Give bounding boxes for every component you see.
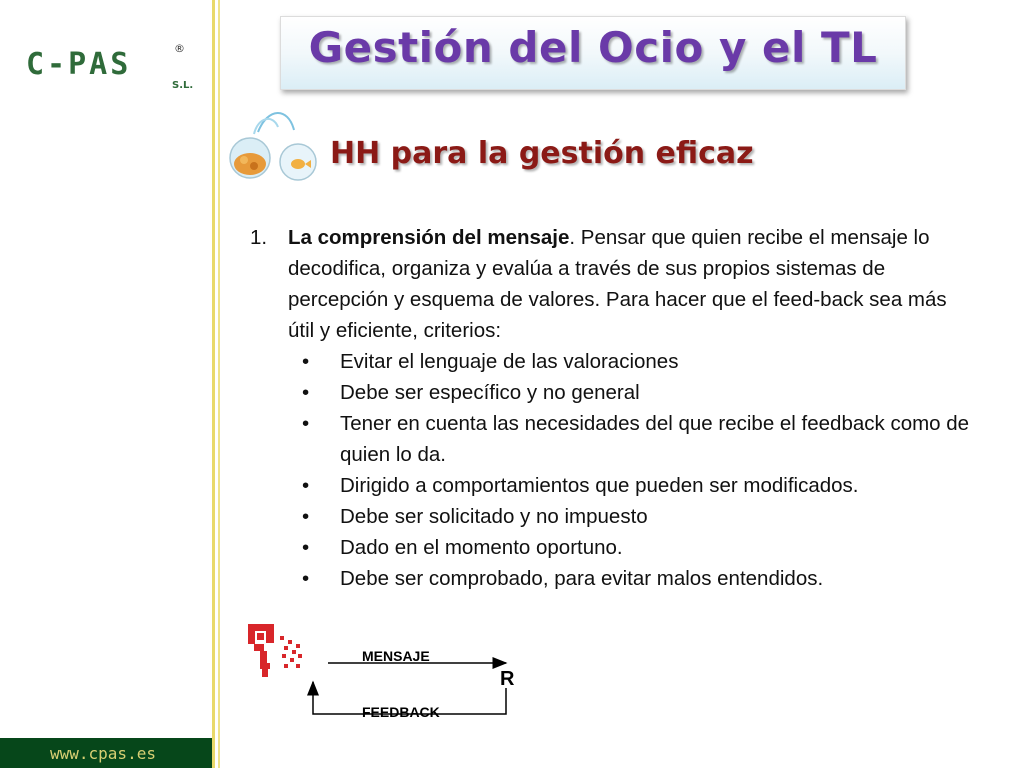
bullet-item (250, 501, 970, 532)
sidebar (0, 0, 212, 768)
item-number: 1. (250, 226, 268, 249)
receiver-label: R (500, 668, 515, 690)
divider-line (212, 0, 215, 768)
logo-suffix: S.L. (172, 80, 194, 91)
bullet-item (250, 377, 970, 408)
bullet-text: Tener en cuenta las necesidades del que recibe el feedback como de quien lo da. (340, 412, 970, 466)
item-text: . Pensar que quien recibe el mensaje lo decodifica, organiza y evalúa a través de sus propios sistemas de percepción y esquema de valores. Para hacer que el feed-back sea más útil y eficiente, criterios: (288, 226, 947, 342)
bullet-item (250, 408, 970, 470)
item-intro (288, 222, 970, 346)
bullet-dot: • (302, 412, 310, 435)
bullet-item (250, 470, 970, 501)
bullet-dot: • (302, 350, 310, 373)
bullet-text: Debe ser comprobado, para evitar malos entendidos. (340, 567, 824, 590)
bullet-item (250, 532, 970, 563)
cpas-logo (26, 40, 206, 92)
bullet-text: Dirigido a comportamientos que pueden ser modificados. (340, 474, 859, 497)
divider-line-secondary (218, 0, 220, 768)
bullet-item (250, 346, 970, 377)
slide-title: Gestión del Ocio y el TL (308, 23, 878, 72)
slide-subtitle: HH para la gestión eficaz (330, 136, 754, 171)
message-label: MENSAJE (362, 648, 430, 664)
footer-url[interactable]: www.cpas.es (50, 744, 156, 763)
bullet-text: Debe ser solicitado y no impuesto (340, 505, 648, 528)
bullet-dot: • (302, 474, 310, 497)
title-box (280, 16, 906, 90)
item-bold-text: La comprensión del mensaje (288, 226, 570, 249)
speaker-head-icon (248, 624, 302, 677)
bullet-text: Dado en el momento oportuno. (340, 536, 623, 559)
bullet-item (250, 563, 970, 594)
logo-registered: ® (174, 42, 185, 55)
feedback-label: FEEDBACK (362, 704, 440, 720)
bullet-text: Evitar el lenguaje de las valoraciones (340, 350, 679, 373)
bullet-dot: • (302, 567, 310, 590)
bullet-dot: • (302, 536, 310, 559)
bullet-dot: • (302, 381, 310, 404)
bullet-dot: • (302, 505, 310, 528)
slide-content (250, 222, 970, 594)
logo-text: C-PAS (26, 47, 132, 82)
communication-diagram (244, 620, 544, 720)
bullet-list (250, 346, 970, 594)
bullet-text: Debe ser específico y no general (340, 381, 640, 404)
fishbowl-icon (228, 102, 320, 184)
